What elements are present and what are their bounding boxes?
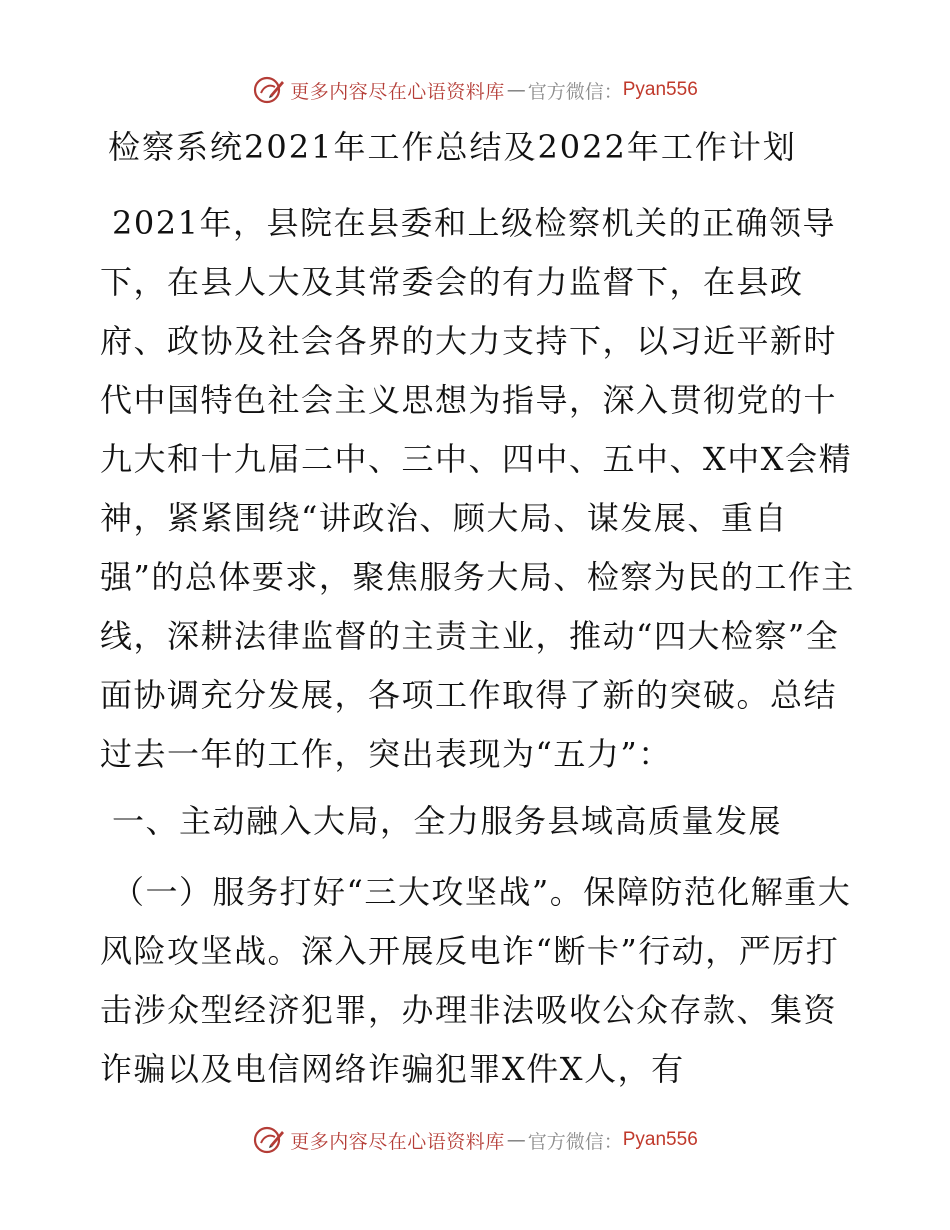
banner-text: 更多内容尽在心语资料库 — [290, 1130, 505, 1153]
document-title: 检察系统2021年工作总结及2022年工作计划 — [108, 128, 797, 166]
banner-separator: — — [506, 79, 526, 101]
paragraph-section-1: （一）服务打好“三大攻坚战”。保障防范化解重大风险攻坚战。深入开展反电诈“断卡”行动，严厉打击涉众型经济犯罪，办理非法吸收公众存款、集资诈骗以及电信网络诈骗犯罪X件X人，有 — [100, 873, 852, 1088]
pen-logo-icon — [252, 73, 286, 107]
footer-watermark-banner — [0, 1120, 950, 1160]
section-heading: 一、主动融入大局，全力服务县域高质量发展 — [112, 802, 783, 840]
banner-separator: — — [506, 1129, 526, 1151]
pen-logo-icon — [252, 1123, 286, 1157]
banner-wechat-label: 官方微信： — [527, 1130, 623, 1153]
paragraph-intro: 2021年，县院在县委和上级检察机关的正确领导下，在县人大及其常委会的有力监督下，在县政府、政协及社会各界的大力支持下，以习近平新时代中国特色社会主义思想为指导，深入贯彻党的十九大和十九届二中、三中、四中、五中、X中X会精神，紧紧围绕“讲政治、顾大局、谋发展、重自强”的总体要求，聚焦服务大局、检察为民的工作主线，深耕法律监督的主责主业，推动“四大检察”全面协调充分发展，各项工作取得了新的突破。总结过去一年的工作，突出表现为“五力”： — [100, 204, 855, 773]
banner-text: 更多内容尽在心语资料库 — [290, 80, 505, 103]
banner-wechat-id: Pyan556 — [622, 79, 698, 100]
banner-wechat-id: Pyan556 — [622, 1129, 698, 1150]
header-watermark-banner — [0, 70, 950, 110]
banner-wechat-label: 官方微信： — [527, 80, 623, 103]
